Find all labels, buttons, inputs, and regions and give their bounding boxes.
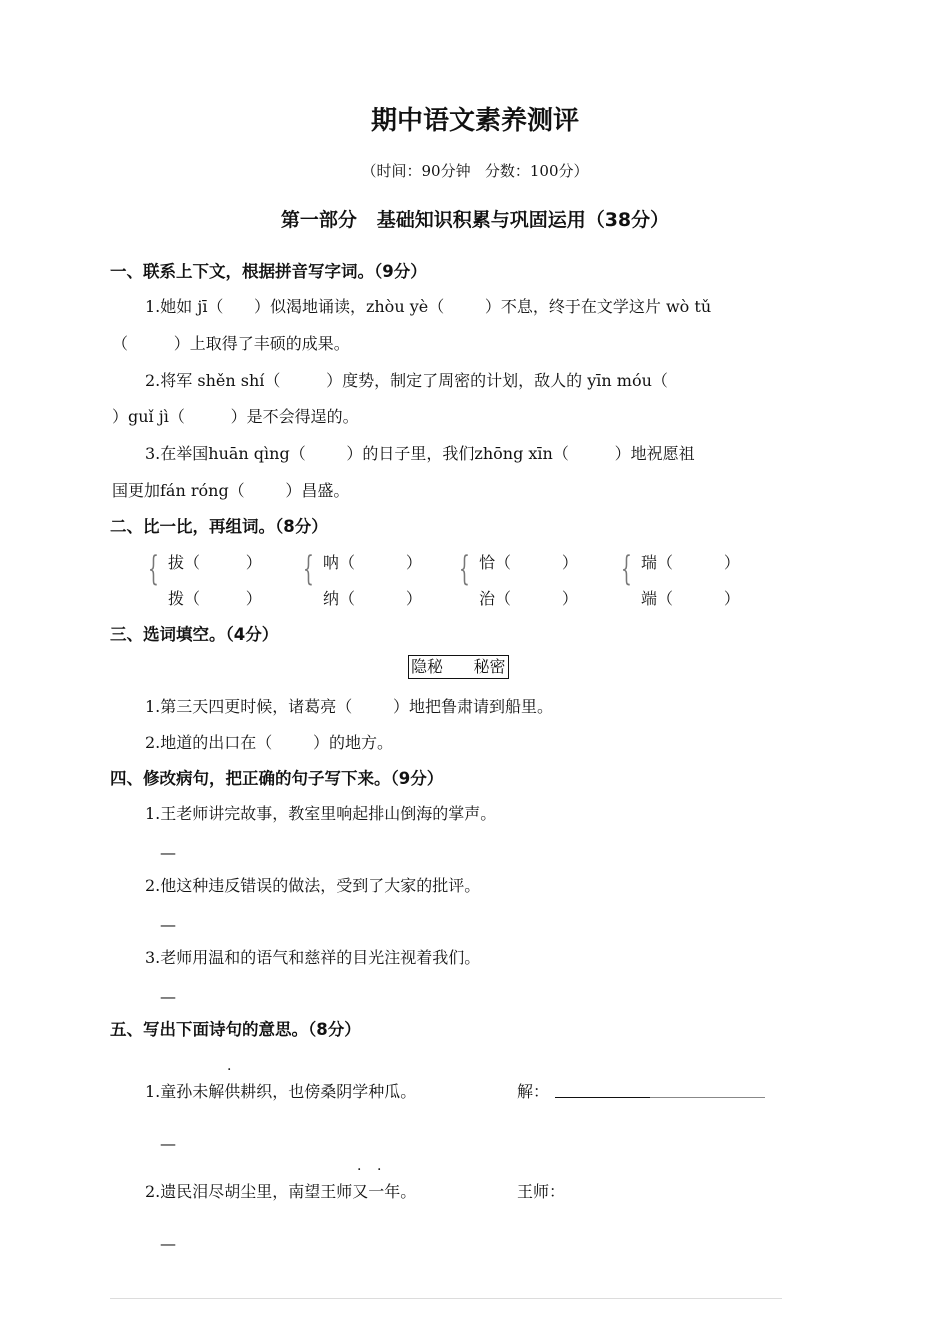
compare-word: 治（ ） <box>479 589 578 608</box>
s1-line-3b: 国更加fán róng（ ）昌盛。 <box>112 481 350 500</box>
part-heading: 第一部分 基础知识积累与巩固运用（38分） <box>280 209 670 231</box>
page-title: 期中语文素养测评 <box>370 106 579 136</box>
compare-word: 瑞（ ） <box>641 553 740 572</box>
compare-word: 拨（ ） <box>168 589 262 608</box>
section-3-heading: 三、选词填空。（4分） <box>110 625 279 644</box>
answer-line: — <box>160 843 176 862</box>
s1-line-2a: 2.将军 shěn shí（ ）度势，制定了周密的计划，敌人的 yīn móu（ <box>145 371 668 390</box>
answer-underline <box>650 1097 765 1098</box>
compare-word: 纳（ ） <box>323 589 422 608</box>
section-5-heading: 五、写出下面诗句的意思。（8分） <box>110 1020 361 1039</box>
answer-line: — <box>160 987 176 1006</box>
word-options-box: 隐秘 秘密 <box>408 655 509 679</box>
exam-info: （时间：90分钟 分数：100分） <box>361 162 589 180</box>
s1-line-3a: 3.在举国huān qìng（ ）的日子里，我们zhōng xīn（ ）地祝愿祖 <box>145 444 695 463</box>
section-1-heading: 一、联系上下文，根据拼音写字词。（9分） <box>110 262 427 281</box>
emphasis-dot: · <box>227 1062 232 1078</box>
s5-label-1: 解： <box>517 1082 550 1101</box>
brace-icon: { <box>621 549 632 589</box>
s5-line-2: 2.遗民泪尽胡尘里，南望王师又一年。 <box>145 1182 417 1201</box>
s4-line-1: 1.王老师讲完故事，教室里响起排山倒海的掌声。 <box>145 804 497 823</box>
answer-line: — <box>160 1134 176 1153</box>
compare-word: 拔（ ） <box>168 553 262 572</box>
footer-divider <box>110 1298 782 1299</box>
section-4-heading: 四、修改病句，把正确的句子写下来。（9分） <box>110 769 444 788</box>
compare-word: 恰（ ） <box>479 553 578 572</box>
answer-underline <box>555 1097 650 1098</box>
brace-icon: { <box>148 549 159 589</box>
s3-line-1: 1.第三天四更时候，诸葛亮（ ）地把鲁肃请到船里。 <box>145 697 553 716</box>
s3-line-2: 2.地道的出口在（ ）的地方。 <box>145 733 393 752</box>
compare-word: 端（ ） <box>641 589 740 608</box>
brace-icon: { <box>459 549 470 589</box>
emphasis-dot: · <box>357 1162 362 1178</box>
s5-label-2: 王师： <box>517 1182 566 1201</box>
brace-icon: { <box>303 549 314 589</box>
s4-line-3: 3.老师用温和的语气和慈祥的目光注视着我们。 <box>145 948 481 967</box>
s1-line-2b: ）guǐ jì（ ）是不会得逞的。 <box>112 407 359 426</box>
s4-line-2: 2.他这种违反错误的做法，受到了大家的批评。 <box>145 876 481 895</box>
compare-word: 呐（ ） <box>323 553 422 572</box>
section-2-heading: 二、比一比，再组词。（8分） <box>110 517 328 536</box>
answer-line: — <box>160 915 176 934</box>
s5-line-1: 1.童孙未解供耕织，也傍桑阴学种瓜。 <box>145 1082 417 1101</box>
emphasis-dot: · <box>377 1162 382 1178</box>
s1-line-1b: （ ）上取得了丰硕的成果。 <box>112 334 350 353</box>
answer-line: — <box>160 1234 176 1253</box>
s1-line-1a: 1.她如 jī（ ）似渴地诵读，zhòu yè（ ）不息，终于在文学这片 wò tǔ <box>145 297 712 316</box>
